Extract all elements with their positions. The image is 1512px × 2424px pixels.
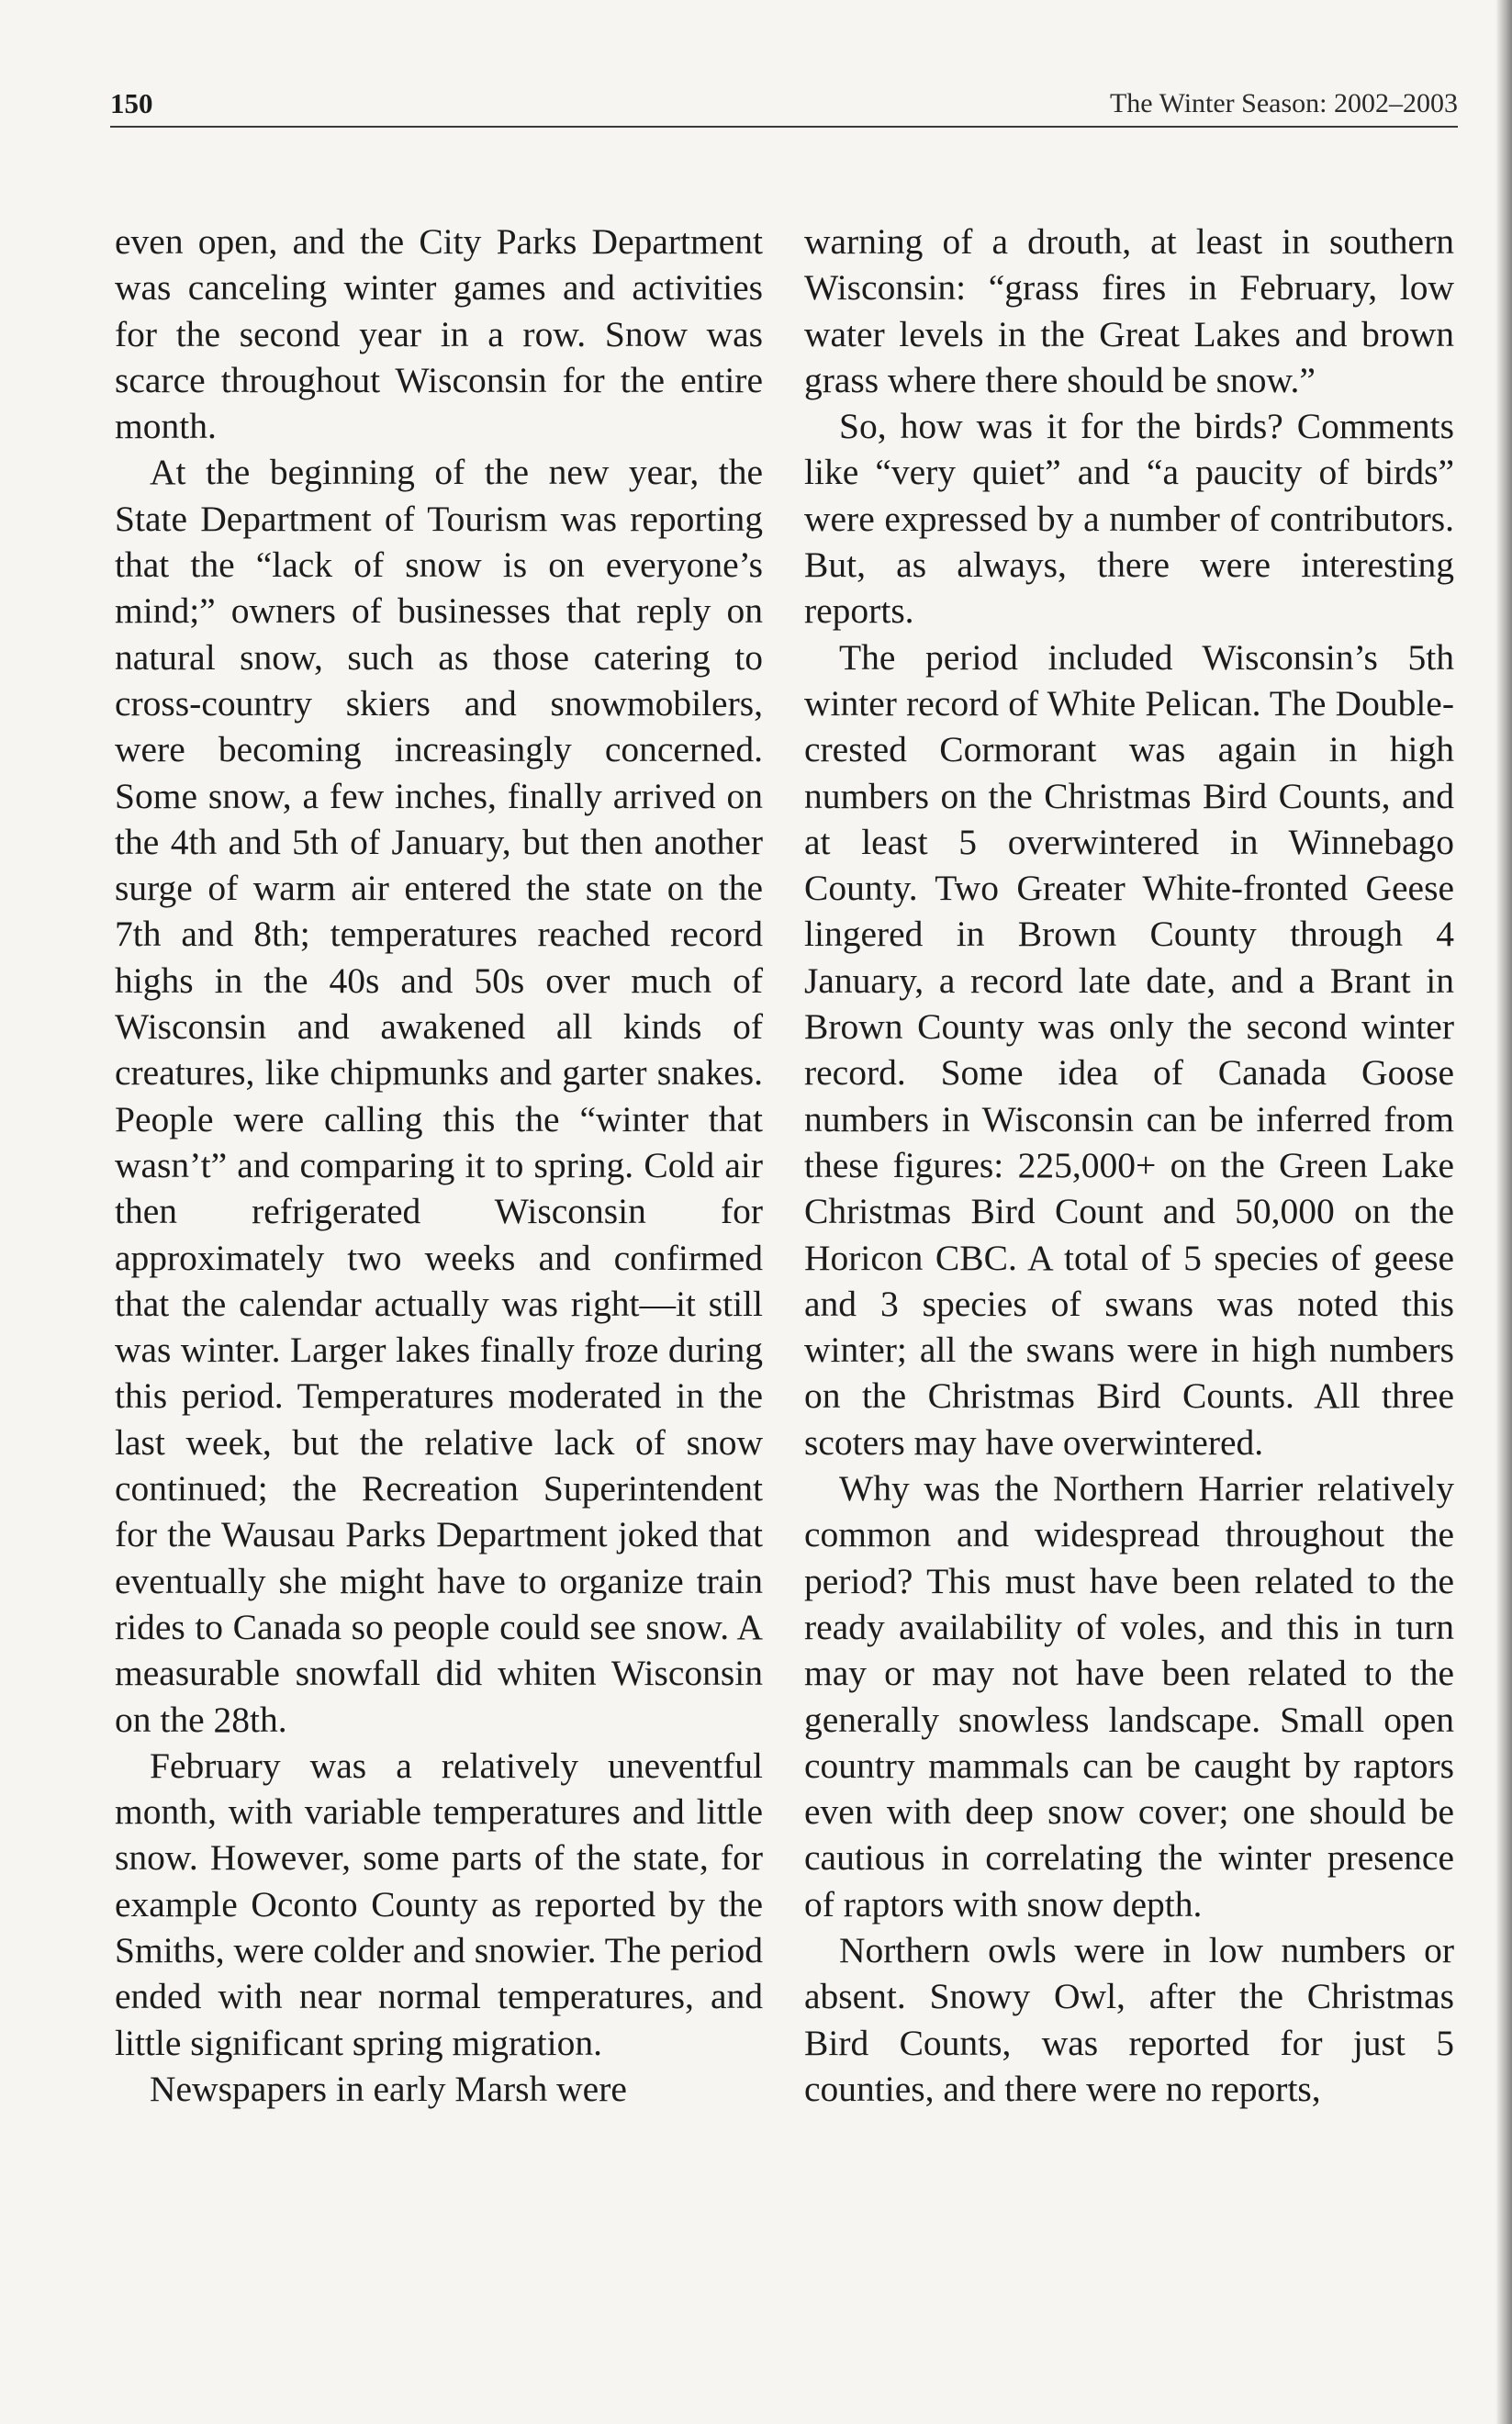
header-divider [110,126,1458,128]
paragraph: At the beginning of the new year, the State Department of Tourism was reporting that the “lack of snow is on everyone’s mind;” owners of businesses that reply on natural snow, such as those catering to cross-country skiers and snowmobilers, were becoming increasingly concerned. Some snow, a few inches, finally arrived on the 4th and 5th of January, but then another surge of warm air entered the state on the 7th and 8th; temperatures reached record highs in the 40s and 50s over much of Wisconsin and awakened all kinds of creatures, like chipmunks and garter snakes. People were calling this the “winter that wasn’t” and comparing it to spring. Cold air then refrigerated Wisconsin for approximately two weeks and confirmed that the calendar actually was right—it still was winter. Larger lakes finally froze during this period. Temperatures moderated in the last week, but the relative lack of snow continued; the Recreation Superintendent for the Wausau Parks Department joked that eventually she might have to organize train rides to Canada so people could see snow. A measurable snowfall did whiten Wisconsin on the 28th. [115,452,763,1740]
page-header [110,81,1458,127]
paragraph: So, how was it for the birds? Comments like “very quiet” and “a paucity of birds” were expressed by a number of contributors. But, as always, there were interesting reports. [804,406,1454,632]
right-column [804,219,1454,2112]
paragraph: Northern owls were in low numbers or absent. Snowy Owl, after the Christmas Bird Counts, was reported for just 5 counties, and there were no reports, [804,1929,1454,2109]
paragraph: even open, and the City Parks Department was canceling winter games and activities for the second year in a row. Snow was scarce throughout Wisconsin for the entire month. [115,221,763,447]
page-edge-shadow [1495,0,1512,2424]
page-number: 150 [110,87,153,119]
paragraph: warning of a drouth, at least in southern Wisconsin: “grass fires in February, low water levels in the Great Lakes and brown grass where there should be snow.” [804,221,1454,400]
left-column [115,219,763,2112]
paragraph: The period included Wisconsin’s 5th winter record of White Pelican. The Double-crested Cormorant was again in high numbers on the Christmas Bird Counts, and at least 5 overwintered in Winnebago County. Two Greater White-fronted Geese lingered in Brown County through 4 January, a record late date, and a Brant in Brown County was only the second winter record. Some idea of Canada Goose numbers in Wisconsin can be inferred from these figures: 225,000+ on the Green Lake Christmas Bird Count and 50,000 on the Horicon CBC. A total of 5 species of geese and 3 species of swans was noted this winter; all the swans were in high numbers on the Christmas Bird Counts. All three scoters may have overwintered. [804,636,1454,1463]
paragraph: February was a relatively uneventful month, with variable temperatures and little snow. However, some parts of the state, for example Oconto County as reported by the Smiths, were colder and snowier. The period ended with near normal temperatures, and little significant spring migration. [115,1745,763,2063]
running-title: The Winter Season: 2002–2003 [1109,88,1458,118]
paragraph: Why was the Northern Harrier relatively common and widespread throughout the period? This must have been related to the ready availability of voles, and this in turn may or may not have been related to the generally snowless landscape. Small open country mammals can be caught by raptors even with deep snow cover; one should be cautious in correlating the winter presence of raptors with snow depth. [804,1468,1454,1925]
paragraph: Newspapers in early Marsh were [150,2068,627,2109]
